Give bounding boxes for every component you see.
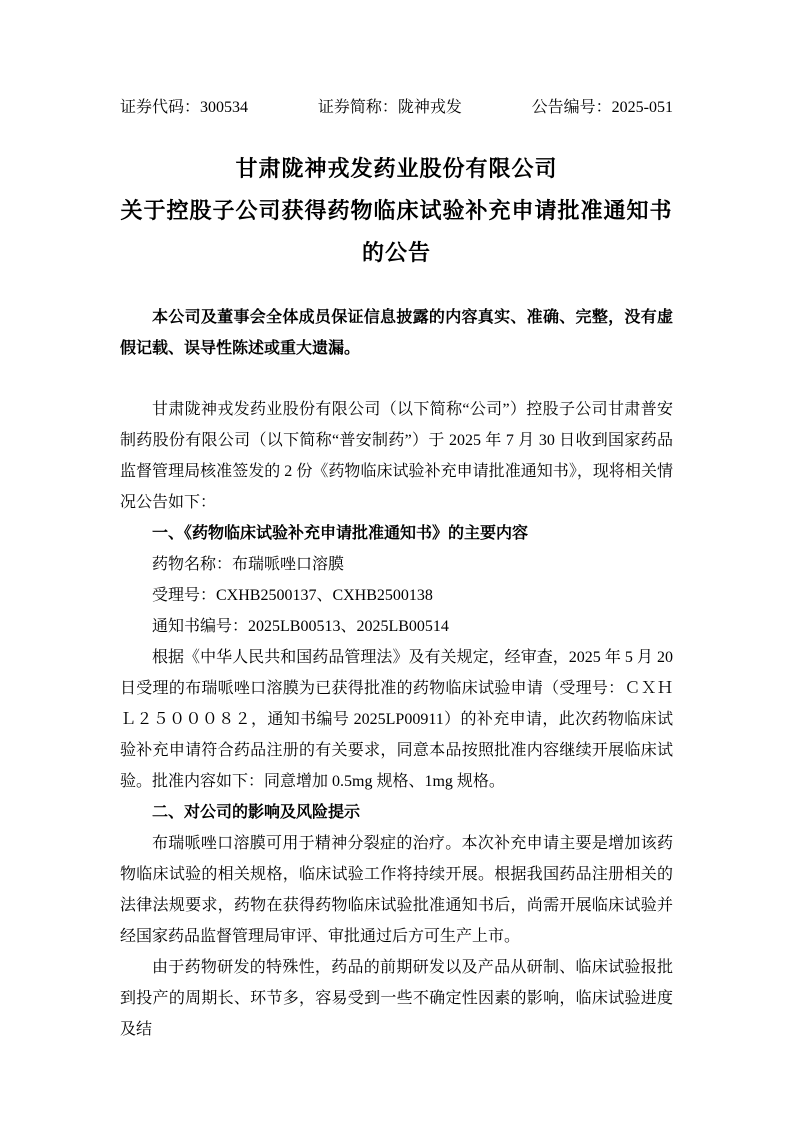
section-1-heading: 一、《药物临床试验补充申请批准通知书》的主要内容 <box>152 525 529 542</box>
drug-name-line: 药物名称：布瑞哌唑口溶膜 <box>152 556 345 573</box>
document-title <box>120 148 673 274</box>
title-company-name: 甘肃陇神戎发药业股份有限公司 <box>235 156 558 181</box>
section-2-heading: 二、对公司的影响及风险提示 <box>152 804 361 821</box>
document-header <box>120 98 673 118</box>
risk-paragraph: 由于药物研发的特殊性，药品的前期研发以及产品从研制、临床试验报批到投产的周期长、环节多，容易受到一些不确定性因素的影响，临床试验进度及结 <box>120 959 673 1038</box>
title-suffix-line: 的公告 <box>361 240 431 265</box>
acceptance-number-line: 受理号：CXHB2500137、CXHB2500138 <box>152 587 433 604</box>
board-disclaimer: 本公司及董事会全体成员保证信息披露的内容真实、准确、完整，没有虚假记载、误导性陈述或重大遗漏。 <box>120 309 673 357</box>
stock-abbreviation: 证券简称：陇神戎发 <box>317 99 462 116</box>
stock-code: 证券代码：300534 <box>120 99 249 116</box>
approval-paragraph: 根据《中华人民共和国药品管理法》及有关规定，经审查，2025 年 5 月 20 日受理的布瑞哌唑口溶膜为已获得批准的药物临床试验申请（受理号：ＣＸＨＬ２５０００８２，通知书编号 2025LP00911）的补充申请，此次药物临床试验补充申请符合药品注册的有关要求，同意本品按照批准内容继续开展临床试验。批准内容如下：同意增加 0.5mg 规格、1mg 规格。 <box>120 649 673 790</box>
impact-paragraph: 布瑞哌唑口溶膜可用于精神分裂症的治疗。本次补充申请主要是增加该药物临床试验的相关规格，临床试验工作将持续开展。根据我国药品注册相关的法律法规要求，药物在获得药物临床试验批准通知书后，尚需开展临床试验并经国家药品监督管理局审评、审批通过后方可生产上市。 <box>120 835 673 945</box>
intro-paragraph: 甘肃陇神戎发药业股份有限公司（以下简称“公司”）控股子公司甘肃普安制药股份有限公司（以下简称“普安制药”）于 2025 年 7 月 30 日收到国家药品监督管理局核准签发的 2 份《药物临床试验补充申请批准通知书》，现将相关情况公告如下： <box>120 401 673 511</box>
title-subject-line: 关于控股子公司获得药物临床试验补充申请批准通知书 <box>120 198 673 223</box>
notice-number-line: 通知书编号：2025LB00513、2025LB00514 <box>152 618 449 635</box>
announcement-number: 公告编号：2025-051 <box>531 99 673 116</box>
